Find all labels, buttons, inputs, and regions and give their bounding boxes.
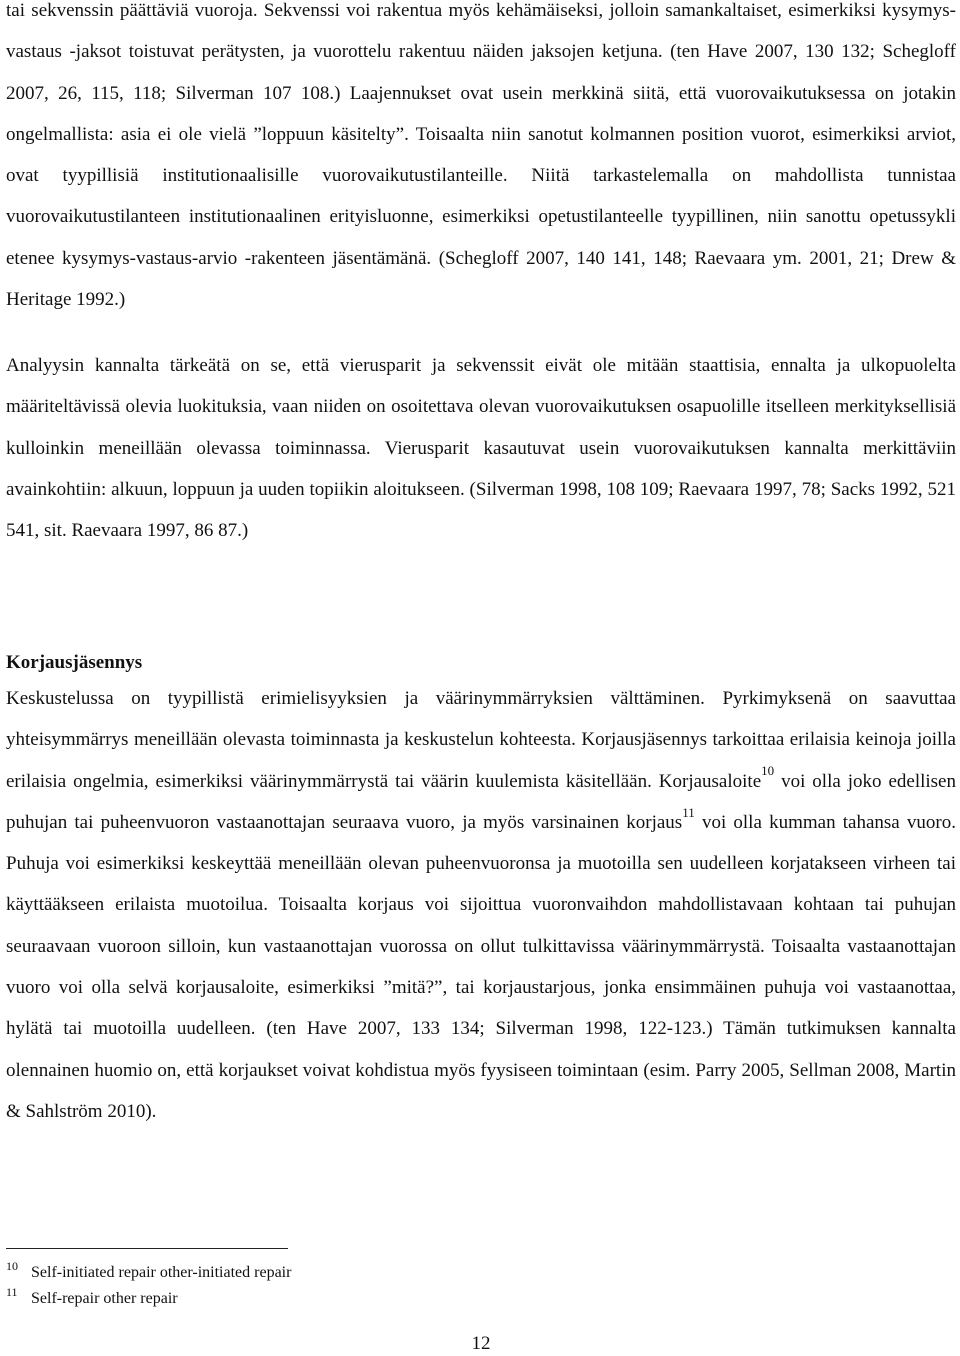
paragraph-text-part-1: Keskustelussa on tyypillistä erimielisyyksien ja väärinymmärryksien välttäminen. Pyrkimyksenä on saavuttaa yhteisymmärrys meneillään olevasta toiminnasta ja keskustelun kohteesta. Korjausjäsennys tarkoittaa erilaisia keinoja joilla erilaisia ongelmia, esimerkiksi väärinymmärrystä tai väärin kuulemista käsitellään. Korjausaloite: [6, 688, 956, 792]
body-paragraph-3: [6, 678, 956, 1132]
footnote-marker: 10: [6, 1259, 18, 1273]
footnote-text: Self-repair other repair: [31, 1290, 178, 1307]
footnote-ref-11[interactable]: 11: [682, 804, 695, 820]
document-page: [6, 0, 956, 1356]
paragraph-text-part-3: voi olla kumman tahansa vuoro. Puhuja voi esimerkiksi keskeyttää meneillään olevan puheenvuoronsa ja muotoilla sen uudelleen korjatakseen virheen tai käyttääkseen erilaista muotoilua. Toisaalta korjaus voi sijoittua vuoronvaihdon mahdollistavaan kohtaan tai puhujan seuraavaan vuoroon silloin, kun vastaanottajan vuorossa on ollut tulkittavissa väärinymmärrystä. Toisaalta vastaanottajan vuoro voi olla selvä korjausaloite, esimerkiksi ”mitä?”, tai korjaustarjous, jonka ensimmäinen puhuja voi vastaanottaa, hylätä tai muotoilla uudelleen. (ten Have 2007, 133 134; Silverman 1998, 122-123.) Tämän tutkimuksen kannalta olennainen huomio on, että korjaukset voivat kohdistua myös fyysiseen toimintaan (esim. Parry 2005, Sellman 2008, Martin & Sahlström 2010).: [6, 811, 957, 1122]
page-number: 12: [471, 1333, 491, 1354]
body-paragraph-2: Analyysin kannalta tärkeätä on se, että vierusparit ja sekvenssit eivät ole mitään staattisia, ennalta ja ulkopuolelta määriteltävissä olevia luokituksia, vaan niiden on osoitettava olevan vuorovaikutuksen osapuolille itselleen merkityksellisiä kulloinkin meneillään olevassa toiminnassa. Vierusparit kasautuvat usein vuorovaikutuksen kannalta merkittäviin avainkohtiin: alkuun, loppuun ja uuden topiikin aloitukseen. (Silverman 1998, 108 109; Raevaara 1997, 78; Sacks 1992, 521 541, sit. Raevaara 1997, 86 87.): [6, 355, 956, 542]
footnote-ref-10[interactable]: 10: [761, 763, 775, 779]
section-heading: Korjausjäsennys: [6, 652, 143, 673]
footnote-marker: 11: [6, 1285, 18, 1299]
footnote-text: Self-initiated repair other-initiated repair: [31, 1264, 292, 1281]
paragraph-text-part-2: voi olla joko edellisen puhujan tai puheenvuoron vastaanottajan seuraava vuoro, ja myös varsinainen korjaus: [6, 770, 956, 833]
footnote-divider: [6, 1248, 288, 1249]
body-paragraph-1: tai sekvenssin päättäviä vuoroja. Sekvenssi voi rakentua myös kehämäiseksi, jolloin samankaltaiset, esimerkiksi kysymys-vastaus -jaksot toistuvat perätysten, ja vuorottelu rakentuu näiden jaksojen ketjuna. (ten Have 2007, 130 132; Schegloff 2007, 26, 115, 118; Silverman 107 108.) Laajennukset ovat usein merkkinä siitä, että vuorovaikutuksessa on jotakin ongelmallista: asia ei ole vielä ”loppuun käsitelty”. Toisaalta niin sanotut kolmannen position vuorot, esimerkiksi arviot, ovat tyypillisiä institutionaalisille vuorovaikutustilanteille. Niitä tarkastelemalla on mahdollista tunnistaa vuorovaikutustilanteen institutionaalinen erityisluonne, esimerkiksi opetustilanteelle tyypillinen, niin sanottu opetussykli etenee kysymys-vastaus-arvio -rakenteen jäsentämänä. (Schegloff 2007, 140 141, 148; Raevaara ym. 2001, 21; Drew & Heritage 1992.): [6, 0, 956, 311]
